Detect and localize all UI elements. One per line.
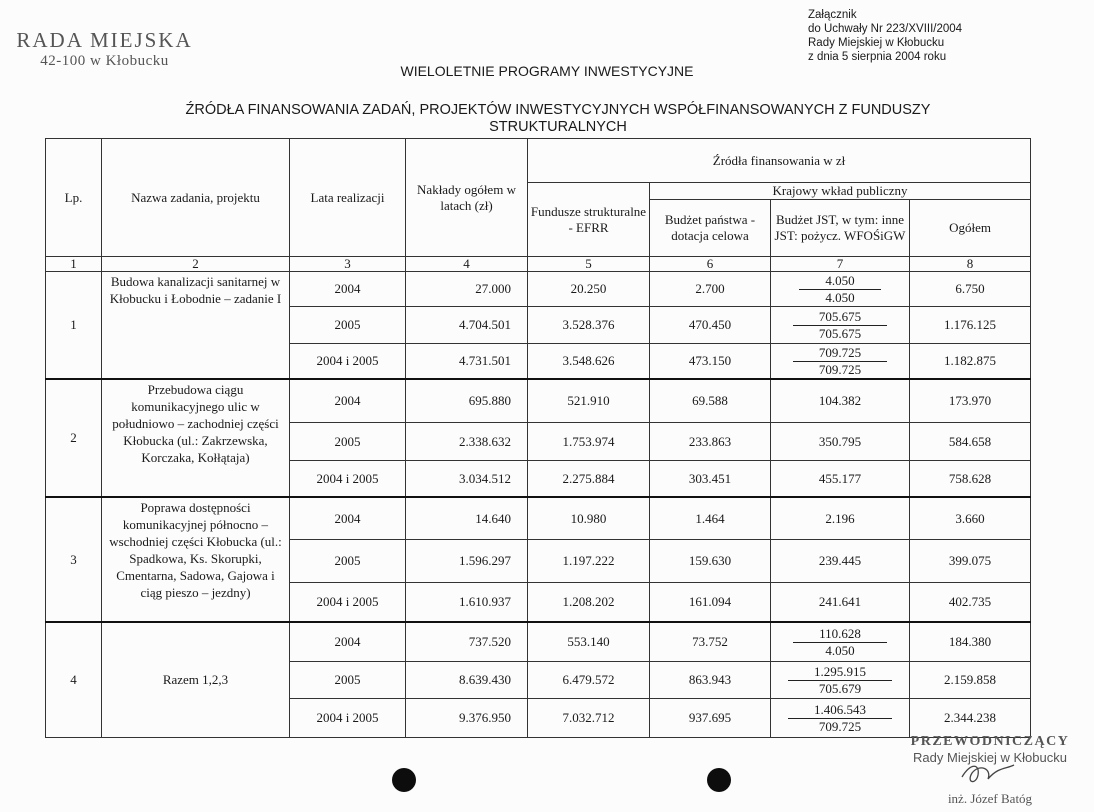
table-row: [46, 497, 1031, 540]
cell-jst-budget: [771, 662, 910, 699]
jst-split: [788, 702, 892, 735]
cell-sum: 173.970: [910, 379, 1031, 423]
column-number: 5: [528, 257, 650, 272]
annex-note: [808, 8, 1078, 64]
cell-total: 1.596.297: [406, 540, 528, 583]
cell-years: 2004: [290, 497, 406, 540]
cell-efrr: 10.980: [528, 497, 650, 540]
jst-value-bottom: 4.050: [825, 642, 855, 658]
cell-jst-budget: [771, 344, 910, 380]
cell-state-budget: 73.752: [650, 622, 771, 662]
cell-sum: 402.735: [910, 583, 1031, 623]
cell-efrr: 2.275.884: [528, 461, 650, 498]
table-row: [46, 622, 1031, 662]
cell-efrr: 3.548.626: [528, 344, 650, 380]
cell-task-name: Budowa kanalizacji sanitarnej w Kłobucku i Łobodnie – zadanie I: [102, 272, 290, 380]
header-jst-budget: Budżet JST, w tym: inne JST: pożycz. WFOŚiGW: [771, 200, 910, 257]
column-number: 7: [771, 257, 910, 272]
header-structural: Fundusze strukturalne - EFRR: [528, 183, 650, 257]
jst-split: [788, 664, 892, 697]
cell-lp: 4: [46, 622, 102, 738]
header-total: Nakłady ogółem w latach (zł): [406, 139, 528, 257]
cell-state-budget: 1.464: [650, 497, 771, 540]
cell-jst-budget: 104.382: [771, 379, 910, 423]
table-row: [46, 379, 1031, 423]
jst-value-bottom: 709.725: [818, 361, 862, 377]
cell-sum: 6.750: [910, 272, 1031, 307]
cell-years: 2004: [290, 272, 406, 307]
jst-split: [793, 626, 887, 659]
cell-sum: 3.660: [910, 497, 1031, 540]
cell-total: 4.731.501: [406, 344, 528, 380]
cell-efrr: 20.250: [528, 272, 650, 307]
cell-sum: 399.075: [910, 540, 1031, 583]
cell-state-budget: 470.450: [650, 307, 771, 344]
cell-total: 27.000: [406, 272, 528, 307]
cell-total: 4.704.501: [406, 307, 528, 344]
cell-lp: 2: [46, 379, 102, 497]
signature-name: inż. Józef Batóg: [947, 791, 1033, 806]
cell-sum: 1.176.125: [910, 307, 1031, 344]
cell-task-name: Poprawa dostępności komunikacyjnej północno – wschodniej części Kłobucka (ul.: Spadkowa, Ks. Skorupki, Cmentarna, Sadowa, Gajowa i ciąg pieszo – jezdny): [102, 497, 290, 622]
cell-jst-budget: [771, 622, 910, 662]
cell-efrr: 521.910: [528, 379, 650, 423]
jst-value-top: 1.295.915: [788, 664, 892, 681]
annex-note-line: z dnia 5 sierpnia 2004 roku: [808, 51, 947, 63]
cell-task-name: Razem 1,2,3: [102, 622, 290, 738]
cell-total: 695.880: [406, 379, 528, 423]
document-subtitle: ŹRÓDŁA FINANSOWANIA ZADAŃ, PROJEKTÓW INWESTYCYJNYCH WSPÓŁFINANSOWANYCH Z FUNDUSZY STRUKTURALNYCH: [185, 102, 931, 135]
signature-title: PRZEWODNICZĄCY: [910, 734, 1070, 749]
cell-efrr: 6.479.572: [528, 662, 650, 699]
jst-value-top: 4.050: [799, 273, 880, 290]
punch-hole-icon: [707, 768, 731, 792]
cell-sum: 584.658: [910, 423, 1031, 461]
cell-state-budget: 161.094: [650, 583, 771, 623]
cell-years: 2004 i 2005: [290, 344, 406, 380]
cell-years: 2005: [290, 540, 406, 583]
cell-total: 2.338.632: [406, 423, 528, 461]
cell-years: 2004 i 2005: [290, 699, 406, 738]
header-total-col: Ogółem: [910, 200, 1031, 257]
cell-jst-budget: 455.177: [771, 461, 910, 498]
column-number: 8: [910, 257, 1031, 272]
jst-split: [793, 309, 887, 342]
cell-total: 8.639.430: [406, 662, 528, 699]
cell-efrr: 1.197.222: [528, 540, 650, 583]
cell-sum: 758.628: [910, 461, 1031, 498]
cell-jst-budget: 350.795: [771, 423, 910, 461]
header-lp: Lp.: [46, 139, 102, 257]
cell-jst-budget: [771, 272, 910, 307]
annex-note-line: Rady Miejskiej w Kłobucku: [808, 37, 945, 49]
handwritten-signature: [890, 765, 1090, 791]
cell-efrr: 1.753.974: [528, 423, 650, 461]
cell-sum: 2.159.858: [910, 662, 1031, 699]
cell-sum: 2.344.238: [910, 699, 1031, 738]
signature-body: Rady Miejskiej w Kłobucku: [913, 750, 1067, 765]
jst-value-top: 709.725: [793, 345, 887, 362]
header-name: Nazwa zadania, projektu: [102, 139, 290, 257]
jst-value-top: 705.675: [793, 309, 887, 326]
jst-split: [799, 273, 880, 306]
cell-total: 14.640: [406, 497, 528, 540]
annex-note-line: do Uchwały Nr 223/XVIII/2004: [808, 23, 963, 35]
cell-jst-budget: 239.445: [771, 540, 910, 583]
cell-state-budget: 863.943: [650, 662, 771, 699]
annex-note-line: Załącznik: [808, 9, 857, 21]
cell-total: 1.610.937: [406, 583, 528, 623]
cell-efrr: 7.032.712: [528, 699, 650, 738]
cell-sum: 184.380: [910, 622, 1031, 662]
cell-jst-budget: [771, 307, 910, 344]
punch-hole-icon: [392, 768, 416, 792]
cell-total: 737.520: [406, 622, 528, 662]
financing-table: [45, 138, 1031, 738]
cell-sum: 1.182.875: [910, 344, 1031, 380]
cell-state-budget: 473.150: [650, 344, 771, 380]
cell-state-budget: 2.700: [650, 272, 771, 307]
header-domestic: Krajowy wkład publiczny: [650, 183, 1031, 200]
cell-state-budget: 233.863: [650, 423, 771, 461]
table-row: [46, 272, 1031, 307]
column-number: 2: [102, 257, 290, 272]
cell-years: 2004 i 2005: [290, 583, 406, 623]
jst-value-top: 1.406.543: [788, 702, 892, 719]
cell-total: 3.034.512: [406, 461, 528, 498]
header-sources: Źródła finansowania w zł: [528, 139, 1031, 183]
cell-lp: 1: [46, 272, 102, 380]
cell-state-budget: 69.588: [650, 379, 771, 423]
signature-stamp: [890, 734, 1090, 807]
jst-value-bottom: 705.675: [818, 325, 862, 341]
column-number: 1: [46, 257, 102, 272]
cell-years: 2004: [290, 622, 406, 662]
cell-jst-budget: [771, 699, 910, 738]
cell-total: 9.376.950: [406, 699, 528, 738]
header-state-budget: Budżet państwa -dotacja celowa: [650, 200, 771, 257]
column-number: 4: [406, 257, 528, 272]
cell-years: 2005: [290, 307, 406, 344]
jst-value-bottom: 4.050: [825, 289, 855, 305]
jst-value-top: 110.628: [793, 626, 887, 643]
column-number: 3: [290, 257, 406, 272]
cell-years: 2004: [290, 379, 406, 423]
cell-state-budget: 159.630: [650, 540, 771, 583]
stamp-line-1: RADA MIEJSKA: [16, 28, 193, 52]
cell-jst-budget: 241.641: [771, 583, 910, 623]
cell-jst-budget: 2.196: [771, 497, 910, 540]
cell-efrr: 3.528.376: [528, 307, 650, 344]
document-title: WIELOLETNIE PROGRAMY INWESTYCYJNE: [400, 63, 694, 79]
stamp-line-2: 42-100 w Kłobucku: [40, 53, 169, 69]
cell-years: 2005: [290, 662, 406, 699]
cell-years: 2004 i 2005: [290, 461, 406, 498]
cell-efrr: 1.208.202: [528, 583, 650, 623]
column-number: 6: [650, 257, 771, 272]
cell-lp: 3: [46, 497, 102, 622]
cell-state-budget: 303.451: [650, 461, 771, 498]
jst-value-bottom: 709.725: [818, 718, 862, 734]
jst-split: [793, 345, 887, 378]
cell-efrr: 553.140: [528, 622, 650, 662]
cell-state-budget: 937.695: [650, 699, 771, 738]
cell-task-name: Przebudowa ciągu komunikacyjnego ulic w południowo – zachodniej części Kłobucka (ul.: Zakrzewska, Korczaka, Kołłątaja): [102, 379, 290, 497]
jst-value-bottom: 705.679: [818, 680, 862, 696]
cell-years: 2005: [290, 423, 406, 461]
header-years: Lata realizacji: [290, 139, 406, 257]
